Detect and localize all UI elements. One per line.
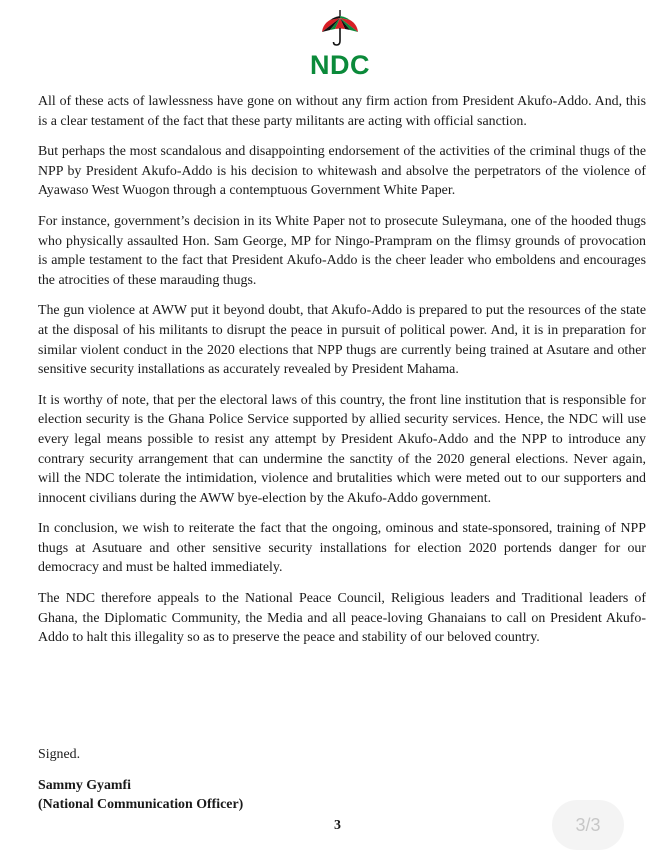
ndc-logo (300, 8, 380, 82)
paragraph-7: The NDC therefore appeals to the National Peace Council, Religious leaders and Traditional leaders of Ghana, the Diplomatic Community, the Media and all peace-loving Ghanaians to call on President Akufo-Addo to halt this illegality so as to preserve the peace and stability of our beloved country. (38, 591, 646, 646)
ndc-umbrella-icon (318, 8, 362, 48)
paragraph-4: The gun violence at AWW put it beyond doubt, that Akufo-Addo is prepared to put the resources of the state at the disposal of his militants to disrupt the peace in pursuit of political power. And, it is in preparation for similar violent conduct in the 2020 elections that NPP thugs are currently being trained at Asutare and other sensitive security installations as accurately revealed by President Mahama. (38, 303, 646, 378)
signatory-title: (National Communication Officer) (38, 797, 244, 812)
paragraph-3: For instance, government’s decision in its White Paper not to prosecute Suleymana, one of the hooded thugs who physically assaulted Hon. Sam George, MP for Ningo-Prampram on the flimsy grounds of provocation is ample testament to the fact that President Akufo-Addo is the cheer leader who emboldens and encourages the atrocities of these marauding thugs. (38, 213, 646, 288)
signatory-name: Sammy Gyamfi (38, 778, 131, 793)
viewer-page-indicator: 3/3 (552, 800, 624, 850)
paragraph-6: In conclusion, we wish to reiterate the fact that the ongoing, ominous and state-sponsored, training of NPP thugs at Asutuare and other sensitive security installations for election 2020 portends danger for our democracy and must be halted immediately. (38, 521, 646, 576)
signed-label: Signed. (38, 747, 81, 762)
document-body (38, 92, 646, 659)
paragraph-1: All of these acts of lawlessness have gone on without any firm action from President Akufo-Addo. And, this is a clear testament of the fact that these party militants are acting with official sanction. (38, 94, 646, 129)
logo-wordmark: NDC (310, 50, 370, 80)
paragraph-5: It is worthy of note, that per the electoral laws of this country, the front line institution that is responsible for election security is the Ghana Police Service supported by allied security services. Hence, the NDC will use every legal means possible to resist any attempt by President Akufo-Addo and the NPP to introduce any contrary security arrangement that can undermine the sanctity of the 2020 general elections. Never again, will the NDC tolerate the intimidation, violence and brutalities which were meted out to our supporters and innocent civilians during the AWW bye-election by the Akufo-Addo government. (38, 392, 646, 506)
page-number: 3 (334, 818, 341, 833)
paragraph-2: But perhaps the most scandalous and disappointing endorsement of the activities of the criminal thugs of the NPP by President Akufo-Addo is his decision to whitewash and absolve the perpetrators of the violence of Ayawaso West Wuogon through a contemptuous Government White Paper. (38, 144, 646, 199)
